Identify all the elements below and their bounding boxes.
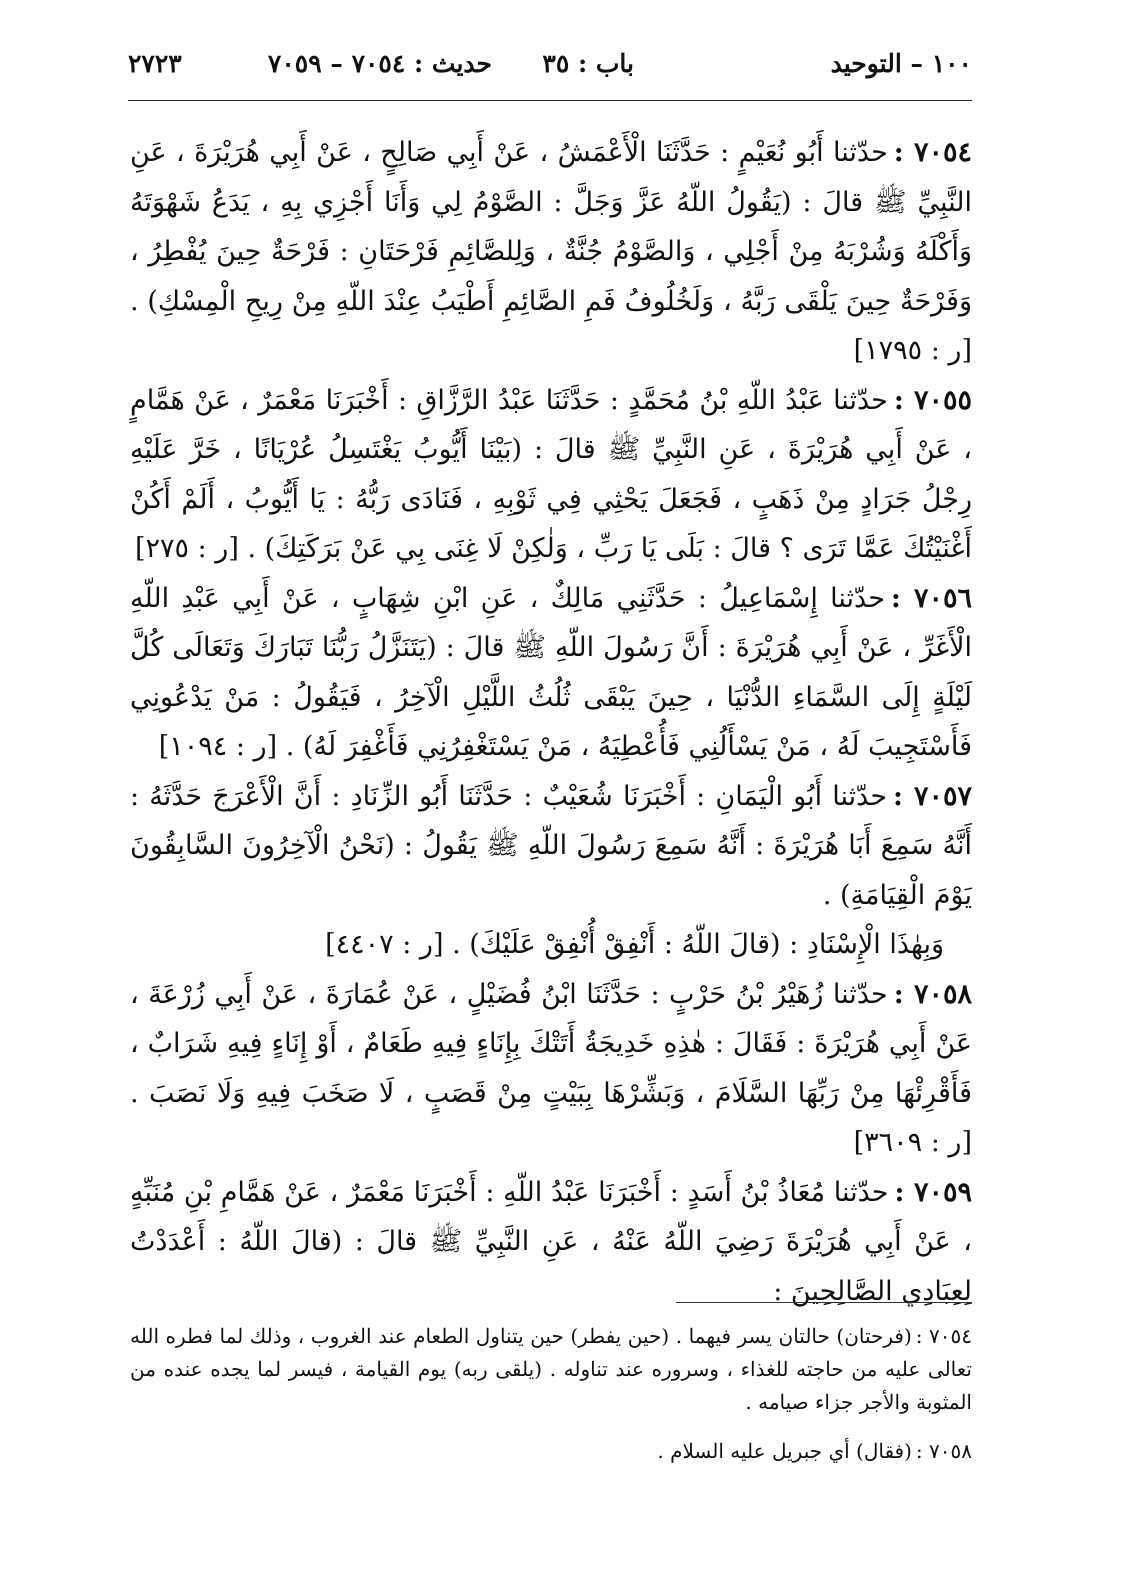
- hadith-text: حدّثنا أَبُو الْيَمَانِ : أَخْبَرَنَا شُعَيْبٌ : حَدَّثَنَا أَبُو الزِّنَادِ : أَنَّ الْأَعْرَجَ حَدَّثَهُ : أَنَّهُ سَمِعَ أَبَا هُرَيْرَةَ : أَنَّهُ سَمِعَ رَسُولَ اللّهِ ﷺ يَقُولُ : (نَحْنُ الْآخِرُونَ السَّابِقُونَ يَوْمَ الْقِيَامَةِ) .: [130, 780, 972, 911]
- hadith-number: ٧٠٥٩ :: [894, 1176, 972, 1208]
- footnote-text: (فرحتان) حالتان يسر فيهما . (حين يفطر) حين يتناول الطعام عند الغروب ، وذلك لما فطره الله تعالى عليه من حاجته للغذاء ، وسروره عند تناوله . (يلقى ربه) يوم القيامة ، فيسر لما يجده عنده من المثوبة والأجر جزاء صيامه .: [130, 1324, 972, 1414]
- footnote-7058: [130, 1435, 972, 1468]
- book-title: ١٠٠ – التوحيد: [830, 49, 972, 78]
- footnote-divider: [676, 1302, 972, 1303]
- hadith-number: ٧٠٥٧ :: [893, 780, 972, 812]
- footnote-text: (فقال) أي جبريل عليه السلام .: [657, 1439, 912, 1463]
- hadith-reference: [ر : ١٧٩٥]: [853, 335, 972, 366]
- hadith-reference: [ر : ٢٧٥]: [134, 533, 239, 564]
- footnote-7054: [130, 1320, 972, 1419]
- hadith-text: حدّثنا عَبْدُ اللّهِ بْنُ مُحَمَّدٍ : حَدَّثَنَا عَبْدُ الرَّزَّاقِ : أَخْبَرَنَا مَعْمَرٌ ، عَنْ هَمَّامٍ ، عَنْ أَبِي هُرَيْرَةَ ، عَنِ النَّبِيِّ ﷺ قالَ : (بَيْنَا أَيُّوبُ يَغْتَسِلُ عُرْيَانًا ، خَرَّ عَلَيْهِ رِجْلُ جَرَادٍ مِنْ ذَهَبٍ ، فَجَعَلَ يَحْثِي فِي ثَوْبِهِ ، فَنَادَى رَبُّهُ : يَا أَيُّوبُ ، أَلَمْ أَكُنْ أَغْنَيْتُكَ عَمَّا تَرَى ؟ قالَ : بَلَى يَا رَبِّ ، وَلٰكِنْ لَا غِنَى بِي عَنْ بَرَكَتِكَ) .: [130, 384, 972, 564]
- footnote-number: ٧٠٥٤ :: [915, 1324, 973, 1348]
- footnote-number: ٧٠٥٨ :: [915, 1439, 972, 1463]
- hadith-reference: [ر : ٣٦٠٩]: [853, 1127, 972, 1158]
- hadith-7058: [130, 970, 972, 1168]
- hadith-7054: [130, 128, 972, 376]
- hadith-text: حدّثنا زُهَيْرُ بْنُ حَرْبٍ : حَدَّثَنَا ابْنُ فُضَيْلٍ ، عَنْ عُمَارَةَ ، عَنْ أَبِي زُرْعَةَ ، عَنْ أَبِي هُرَيْرَةَ : فَقَالَ : هٰذِهِ خَدِيجَةُ أَتَتْكَ بِإِنَاءٍ فِيهِ طَعَامٌ ، أَوْ إِنَاءٍ فِيهِ شَرَابٌ ، فَأَقْرِئْهَا مِنْ رَبِّهَا السَّلَامَ ، وَبَشِّرْهَا بِبَيْتٍ مِنْ قَصَبٍ ، لَا صَخَبَ فِيهِ وَلَا نَصَبَ .: [130, 978, 972, 1109]
- hadith-text: حدّثنا إِسْمَاعِيلُ : حَدَّثَنِي مَالِكٌ ، عَنِ ابْنِ شِهَابٍ ، عَنْ أَبِي عَبْدِ اللّهِ الْأَغَرِّ ، عَنْ أَبِي هُرَيْرَةَ : أَنَّ رَسُولَ اللّهِ ﷺ قالَ : (يَتَنَزَّلُ رَبُّنَا تَبَارَكَ وَتَعَالَى كُلَّ لَيْلَةٍ إِلَى السَّمَاءِ الدُّنْيَا ، حِينَ يَبْقَى ثُلُثُ اللَّيْلِ الْآخِرُ ، فَيَقُولُ : مَنْ يَدْعُونِي فَأَسْتَجِيبَ لَهُ ، مَنْ يَسْأَلُنِي فَأُعْطِيَهُ ، مَنْ يَسْتَغْفِرُنِي فَأَغْفِرَ لَهُ) .: [130, 582, 972, 762]
- header-divider: [128, 100, 972, 101]
- hadith-7056: [130, 574, 972, 772]
- hadith-text: حدّثنا مُعَاذُ بْنُ أَسَدٍ : أَخْبَرَنَا عَبْدُ اللّهِ : أَخْبَرَنَا مَعْمَرٌ ، عَنْ هَمَّامِ بْنِ مُنَبِّهٍ ، عَنْ أَبِي هُرَيْرَةَ رَضِيَ اللّهُ عَنْهُ ، عَنِ النَّبِيِّ ﷺ قالَ : (قالَ اللّهُ : أَعْدَدْتُ لِعِبَادِي الصَّالِحِينَ :: [130, 1176, 972, 1307]
- hadith-text: حدّثنا أَبُو نُعَيْمٍ : حَدَّثَنَا الْأَعْمَشُ ، عَنْ أَبِي صَالِحٍ ، عَنْ أَبِي هُرَيْرَةَ ، عَنِ النَّبِيِّ ﷺ قالَ : (يَقُولُ اللّهُ عَزَّ وَجَلَّ : الصَّوْمُ لِي وَأَنَا أَجْزِي بِهِ ، يَدَعُ شَهْوَتَهُ وَأَكْلَهُ وَشُرْبَهُ مِنْ أَجْلِي ، وَالصَّوْمُ جُنَّةٌ ، وَلِلصَّائِمِ فَرْحَتَانِ : فَرْحَةٌ حِينَ يُفْطِرُ ، وَفَرْحَةٌ حِينَ يَلْقَى رَبَّهُ ، وَلَخُلُوفُ فَمِ الصَّائِمِ أَطْيَبُ عِنْدَ اللّهِ مِنْ رِيحِ الْمِسْكِ) .: [130, 137, 972, 317]
- page-header: [128, 46, 972, 86]
- hadith-reference: [ر : ٤٤٠٧]: [325, 929, 444, 960]
- hadith-number: ٧٠٥٥ :: [893, 384, 972, 416]
- hadith-7055: [130, 376, 972, 574]
- hadith-number: ٧٠٥٤ :: [893, 137, 972, 168]
- hadith-range: حديث : ٧٠٥٤ – ٧٠٥٩: [267, 49, 492, 78]
- hadith-7057-continuation: [130, 920, 972, 970]
- hadith-reference: [ر : ١٠٩٤]: [158, 731, 278, 762]
- hadith-body: [130, 128, 972, 1316]
- footnotes: [130, 1320, 972, 1484]
- hadith-number: ٧٠٥٨ :: [893, 978, 972, 1010]
- hadith-text: وَبِهٰذَا الْإِسْنَادِ : (قالَ اللّهُ : أَنْفِقْ أُنْفِقْ عَلَيْكَ) .: [452, 929, 944, 960]
- hadith-number: ٧٠٥٦ :: [890, 582, 972, 614]
- hadith-7057: [130, 772, 972, 921]
- page-number: ٢٧٢٣: [128, 49, 182, 78]
- chapter-label: باب : ٣٥: [542, 49, 634, 78]
- hadith-7059: [130, 1168, 972, 1317]
